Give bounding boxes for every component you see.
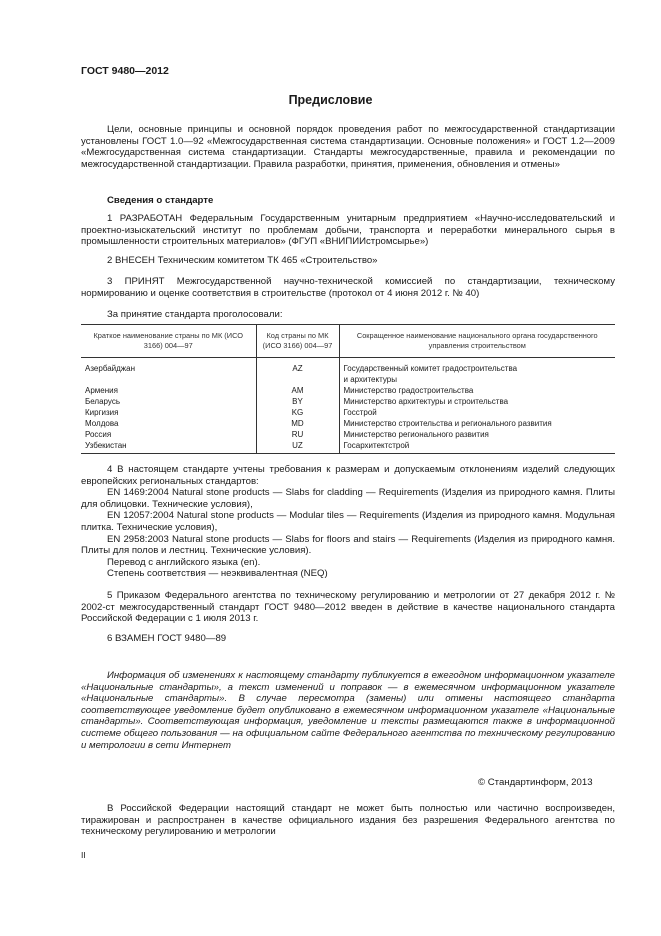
header-country: Краткое наименование страны по МК (ИСО 3166) 004—97 [81, 325, 256, 358]
page-number: II [81, 850, 86, 860]
table-row [81, 407, 615, 418]
vote-intro-text: За принятие стандарта проголосовали: [107, 309, 283, 320]
item-5-text: 5 Приказом Федерального агентства по техническому регулированию и метрологии от 27 декабря 2012 г. № 2002-ст межгосударственный стандарт ГОСТ 9480—2012 введен в действие в качестве национального стандарта Российской Федерации с 1 июля 2013 г. [81, 590, 615, 625]
cell-organ: Министерство регионального развития [339, 429, 615, 440]
cell-code: BY [256, 396, 339, 407]
header-organ: Сокращенное наименование национального органа государственного управления строительством [339, 325, 615, 358]
cell-country: Армения [85, 386, 118, 395]
cell-code: MD [256, 418, 339, 429]
cell-code: AZ [256, 358, 339, 386]
cell-code: KG [256, 407, 339, 418]
item-3-text: 3 ПРИНЯТ Межгосударственной научно-технической комиссией по стандартизации, техническому нормированию и оценке соответствия в строительстве (протокол от 4 июня 2012 г. № 40) [81, 276, 615, 299]
item-4-en2958: EN 2958:2003 Natural stone products — Slabs for floors and stairs — Requirements (Изделия из природного камня. Плиты для полов и лестниц. Технические условия). [81, 533, 615, 557]
cell-code: UZ [256, 440, 339, 454]
info-notice-text: Информация об изменениях к настоящему стандарту публикуется в ежегодном информационном указателе «Национальные стандарты», а текст изменений и поправок — в ежемесячном информационном указателе «Национальные стандарты». В случае пересмотра (замены) или отмены настоящего стандарта соответствующее уведомление будет опубликовано в ежемесячном информационном указателе «Национальные стандарты». Соответствующая информация, уведомление и тексты размещаются также в информационной системе общего пользования — на официальном сайте Федерального агентства по техническому регулированию и метрологии в сети Интернет [81, 670, 615, 751]
cell-country: Беларусь [85, 397, 120, 406]
header-code: Код страны по МК (ИСО 3166) 004—97 [256, 325, 339, 358]
vote-intro [81, 309, 615, 321]
item-6-text: 6 ВЗАМЕН ГОСТ 9480—89 [107, 633, 227, 644]
cell-code: AM [256, 385, 339, 396]
cell-country: Россия [85, 430, 112, 439]
table-row [81, 385, 615, 396]
cell-country: Азербайджан [85, 364, 136, 373]
voting-table [81, 324, 615, 454]
item-1-text: 1 РАЗРАБОТАН Федеральным Государственным унитарным предприятием «Научно-исследовательский и проектно-изыскательский институт по проблемам добычи, транспорта и переработки минерального сырья в промышленности строительных материалов» (ФГУП «ВНИПИИстромсырье») [81, 213, 615, 248]
item-6 [81, 633, 615, 645]
item-2 [81, 255, 615, 267]
cell-code: RU [256, 429, 339, 440]
item-5 [81, 590, 615, 625]
cell-organ: Госстрой [339, 407, 615, 418]
item-2-text: 2 ВНЕСЕН Техническим комитетом ТК 465 «Строительство» [107, 255, 378, 266]
table-row [81, 429, 615, 440]
item-3 [81, 276, 615, 299]
organ-line-continued: и архитектуры [343, 375, 397, 384]
cell-organ: Госархитектстрой [339, 440, 615, 454]
rights-notice [81, 803, 615, 838]
cell-organ: Министерство градостроительства [339, 385, 615, 396]
table-header-row [81, 325, 615, 358]
cell-country: Киргизия [85, 408, 119, 417]
item-4-degree: Степень соответствия — неэквивалентная (NEQ) [107, 568, 328, 580]
cell-organ [339, 358, 615, 386]
cell-organ: Министерство строительства и регионального развития [339, 418, 615, 429]
cell-organ: Министерство архитектуры и строительства [339, 396, 615, 407]
intro-paragraph [81, 124, 615, 170]
page-title: Предисловие [288, 93, 373, 107]
section-heading: Сведения о стандарте [107, 195, 214, 206]
table-row [81, 396, 615, 407]
item-4-translation: Перевод с английского языка (en). [107, 556, 261, 568]
cell-country: Молдова [85, 419, 119, 428]
copyright: © Стандартинформ, 2013 [478, 777, 593, 788]
document-code: ГОСТ 9480—2012 [81, 65, 169, 77]
info-notice [81, 670, 615, 751]
table-row [81, 440, 615, 454]
item-4-lead: 4 В настоящем стандарте учтены требования к размерам и допускаемым отклонениям изделий следующих европейских региональных стандартов: [81, 464, 615, 487]
table-row [81, 418, 615, 429]
table-row [81, 358, 615, 386]
rights-notice-text: В Российской Федерации настоящий стандарт не может быть полностью или частично воспроизведен, тиражирован и распространен в качестве официального издания без разрешения Федерального агентства по техническому регулированию и метрологии [81, 803, 615, 838]
organ-line: Государственный комитет градостроительства [343, 364, 518, 373]
item-1 [81, 213, 615, 248]
intro-text: Цели, основные принципы и основной порядок проведения работ по межгосударственной стандартизации установлены ГОСТ 1.0—92 «Межгосударственная система стандартизации. Основные положения» и ГОСТ 1.2—2009 «Межгосударственная система стандартизации. Стандарты межгосударственные, правила и рекомендации по межгосударственной стандартизации. Правила разработки, принятия, применения, обновления и отмены» [81, 124, 615, 170]
cell-country: Узбекистан [81, 440, 256, 454]
item-4-en12057: EN 12057:2004 Natural stone products — Modular tiles — Requirements (Изделия из природного камня. Модульная плитка. Технические условия), [81, 510, 615, 533]
item-4 [81, 464, 615, 580]
item-4-en1469: EN 1469:2004 Natural stone products — Slabs for cladding — Requirements (Изделия из природного камня. Плиты для облицовки. Технические условия), [81, 487, 615, 510]
